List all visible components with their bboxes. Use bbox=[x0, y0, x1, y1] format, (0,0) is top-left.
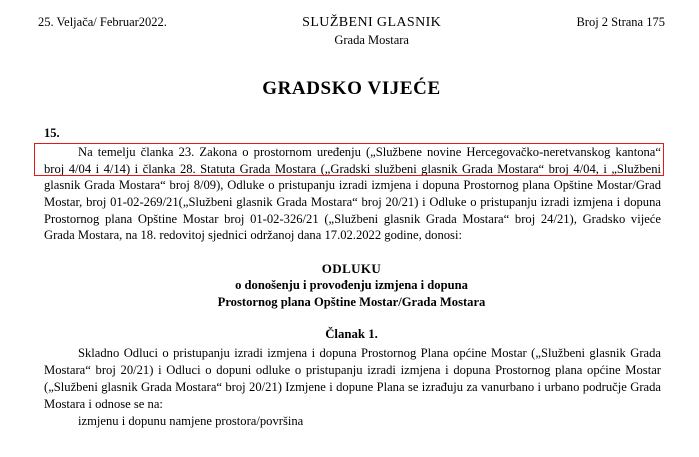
article-list-item-partial: izmjenu i dopunu namjene prostora/površina bbox=[78, 414, 304, 429]
article-paragraph: Skladno Odluci o pristupanju izradi izmjena i dopuna Prostornog Plana općine Mostar („Službeni glasnik Grada Mostara“ broj 20/21) i Odluci o dopuni odluke o pristupanju izradi izmjena i dopuna Prostornog plana općine Mostar („Službeni glasnik Grada Mostara“ broj 20/21) Izmjene i dopune Plana se izrađuju za vanurbano i urbano područje Grada Mostara i odnose se na: bbox=[44, 346, 661, 411]
article-heading: Članak 1. bbox=[325, 327, 378, 342]
intro-paragraph: Na temelju članka 23. Zakona o prostornom uređenju („Službene novine Hercegovačko-neretvanskog kantona“ broj 4/04 i 4/14) i članka 28. Statuta Grada Mostara („Gradski službeni glasnik Grada Mostara“ broj 4/04, i „Službeni glasnik Grada Mostara“ broj 8/09), Odluke o pristupanju izradi izmjena i dopuna Prostornog plana Opštine Mostar/Grad Mostar, broj 01-02-269/21(„Službeni glasnik Grada Mostara“ broj 20/21) i Odluke o pristupanju izradi izmjena i dopuna Prostornog plana Opštine Mostar broj 01-02-326/21 („Službeni glasnik Grada Mostara“ broj 24/21), Gradsko vijeće Grada Mostara, na 18. redovitoj sjednici održanoj dana 17.02.2022 godine, donosi: bbox=[44, 145, 661, 243]
item-number: 15. bbox=[44, 126, 60, 141]
article-body-block bbox=[44, 345, 661, 412]
page-title: GRADSKO VIJEĆE bbox=[262, 78, 441, 100]
decision-title: ODLUKU bbox=[321, 260, 382, 276]
header-issue-page: Broj 2 Strana 175 bbox=[576, 15, 665, 29]
publication-city: Grada Mostara bbox=[334, 32, 409, 47]
decision-subtitle-line1: o donošenju i provođenju izmjena i dopuna bbox=[235, 278, 468, 293]
header-publication bbox=[167, 14, 577, 48]
publication-name: SLUŽBENI GLASNIK bbox=[302, 15, 442, 30]
decision-heading-block bbox=[38, 260, 665, 312]
header-date: 25. Veljača/ Februar2022. bbox=[38, 15, 167, 29]
page-header bbox=[38, 14, 665, 48]
intro-paragraph-block bbox=[44, 144, 661, 244]
decision-subtitle-line2: Prostornog plana Opštine Mostar/Grada Mostara bbox=[217, 295, 486, 310]
